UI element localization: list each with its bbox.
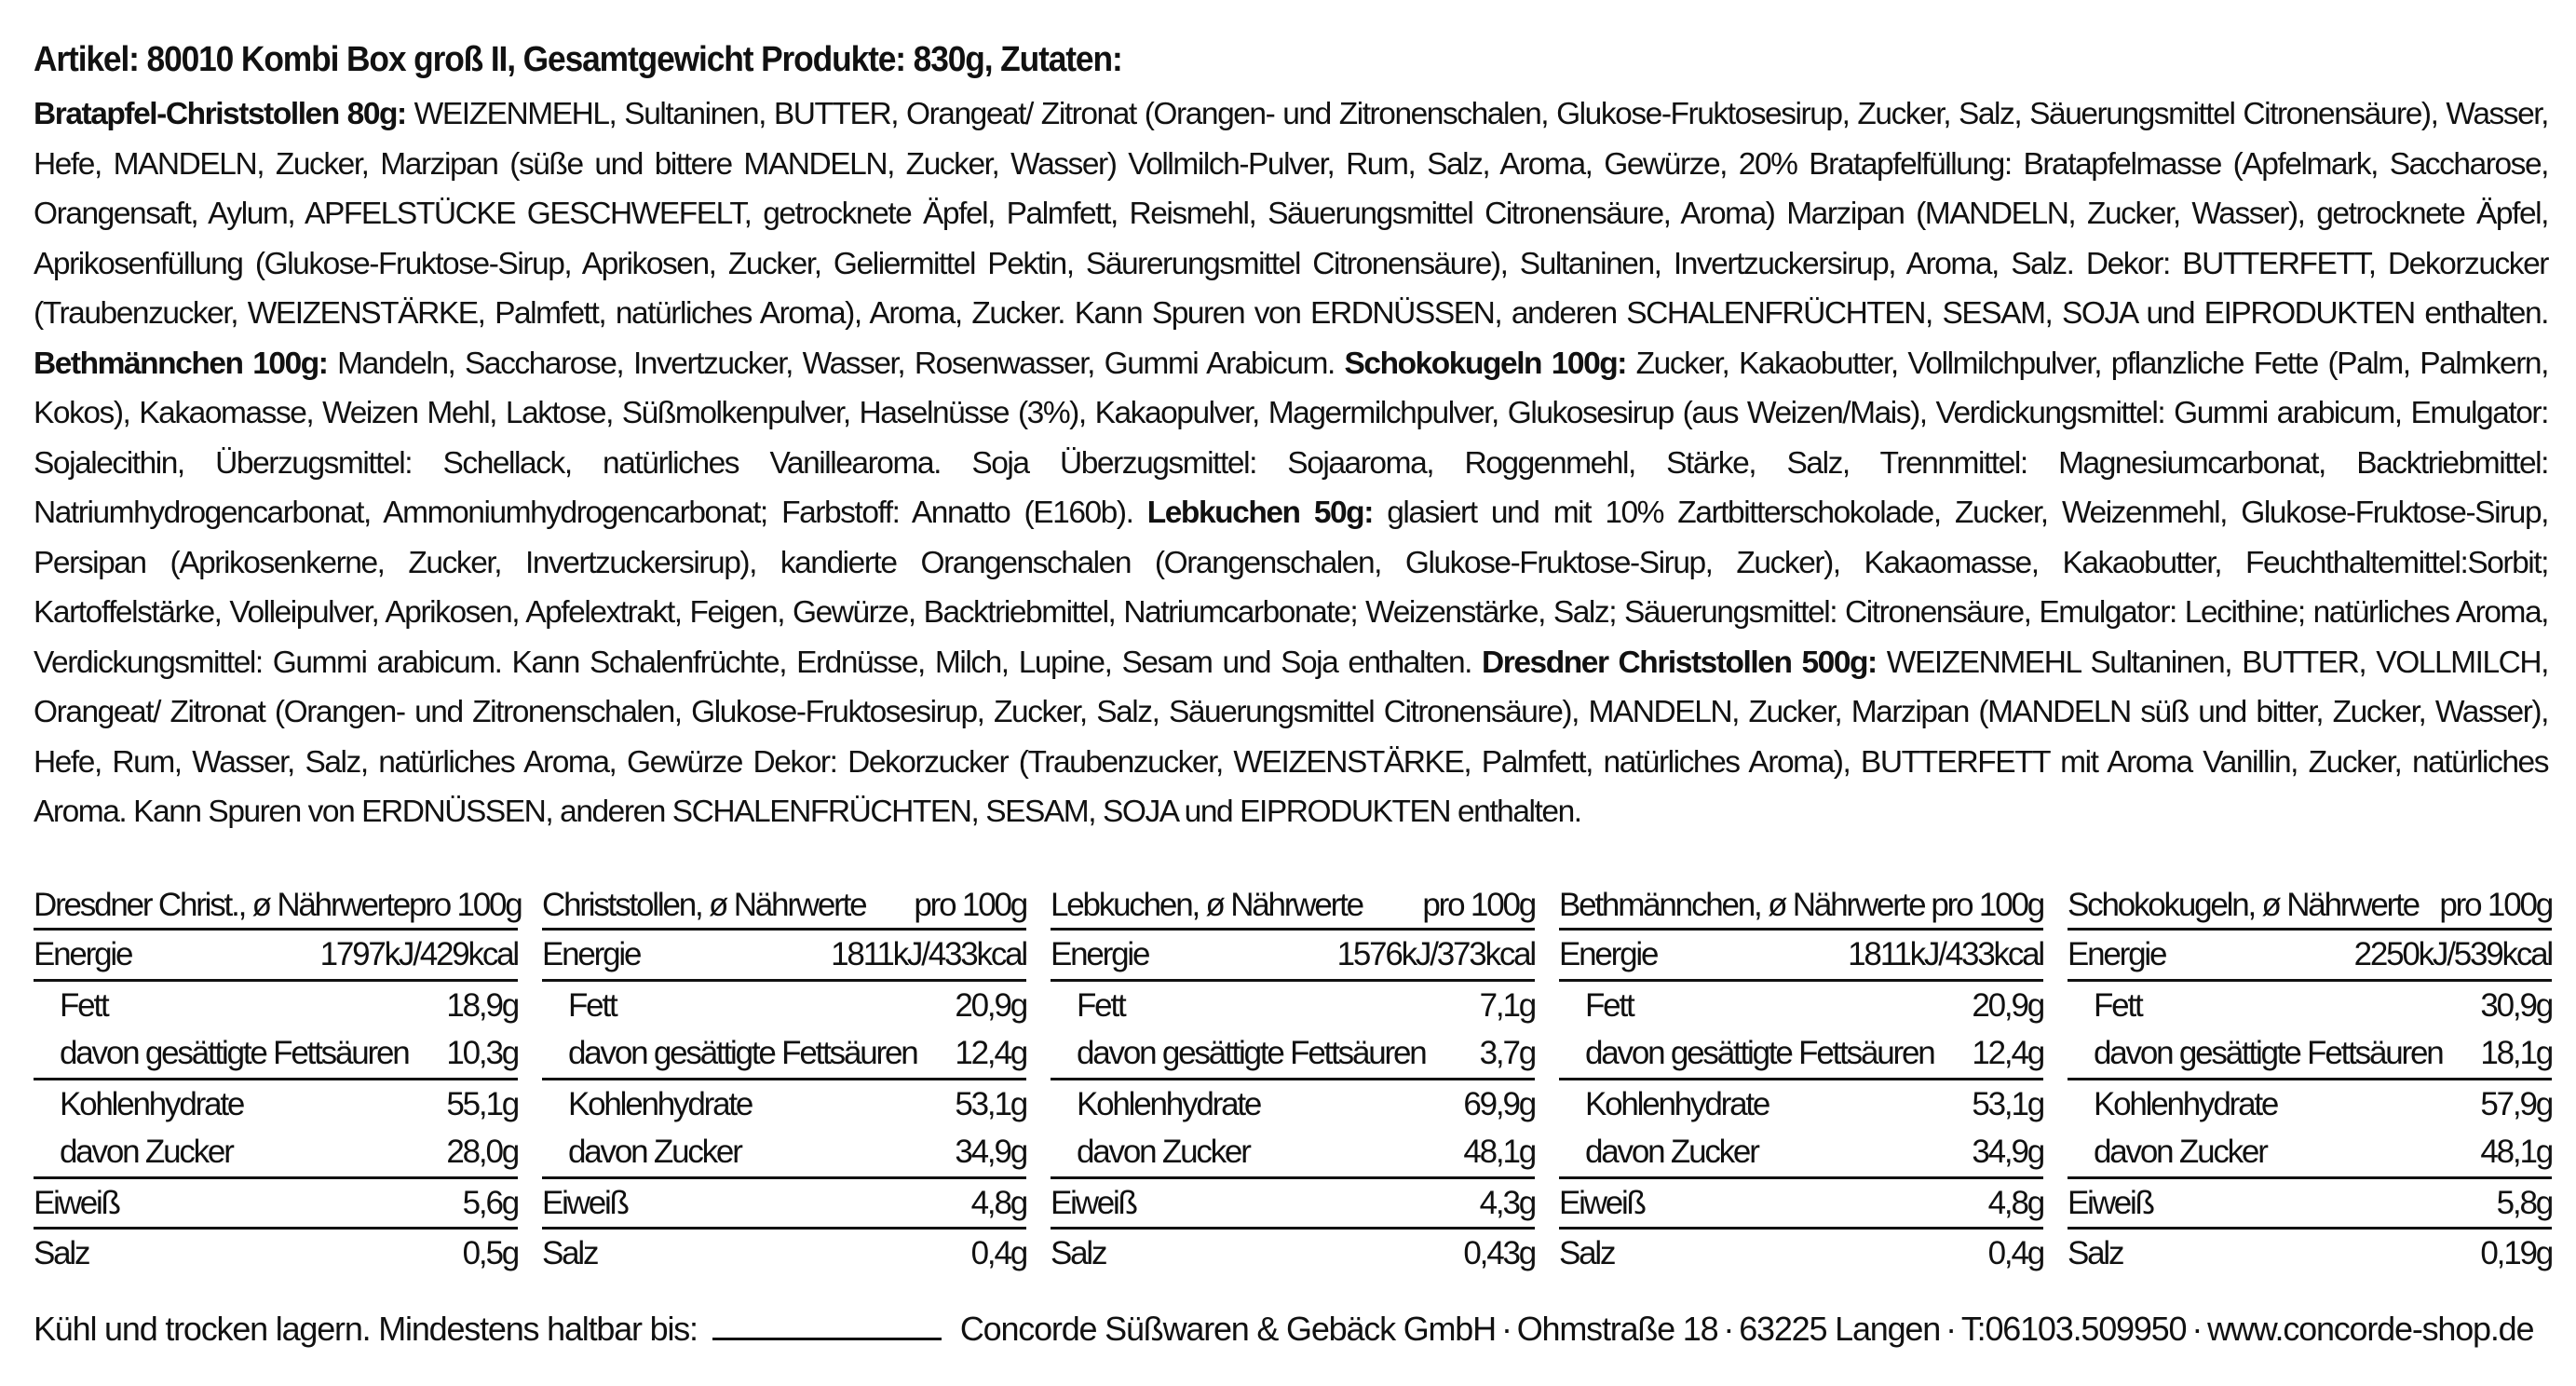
company-name: Concorde Süßwaren & Gebäck GmbH — [959, 1310, 1496, 1348]
nutrition-row — [34, 1029, 518, 1080]
storage-note: Kühl und trocken lagern. Mindestens haltbar bis: — [34, 1310, 698, 1348]
nutrient-value: 2250kJ/539kcal — [2353, 936, 2552, 972]
nutrition-row — [1559, 931, 2043, 982]
nutrient-value: 30,9g — [2480, 986, 2552, 1024]
nutrient-label: Eiweiß — [542, 1184, 628, 1221]
nutrition-row — [1559, 1128, 2043, 1179]
nutrition-header: Bethmännchen, ø Nährwerte — [1559, 887, 1925, 923]
nutrient-value: 34,9g — [1972, 1134, 2043, 1170]
per-100g-label: pro 100g — [1931, 887, 2043, 923]
nutrient-value: 1811kJ/433kcal — [1848, 936, 2043, 972]
nutrient-value: 48,1g — [1463, 1134, 1535, 1170]
nutrition-row — [1559, 1080, 2043, 1129]
nutrient-label: Salz — [1559, 1235, 1615, 1271]
nutrition-row — [1051, 1128, 1535, 1179]
nutrition-row — [34, 982, 518, 1030]
nutrition-row — [542, 1128, 1026, 1179]
nutrition-row — [2068, 1230, 2552, 1278]
per-100g-label: pro 100g — [2439, 887, 2552, 923]
nutrition-row — [1051, 982, 1535, 1030]
nutrition-row — [34, 1080, 518, 1129]
nutrition-row — [1051, 1029, 1535, 1080]
nutrient-label: Fett — [60, 986, 108, 1024]
company-phone: T:06103.509950 — [1960, 1310, 2187, 1348]
nutrient-value: 0,19g — [2480, 1235, 2552, 1271]
footer — [34, 1306, 2548, 1352]
nutrition-header: Lebkuchen, ø Nährwerte — [1051, 887, 1363, 923]
nutrient-label: Eiweiß — [34, 1184, 119, 1221]
nutrient-value: 3,7g — [1479, 1035, 1535, 1071]
nutrient-value: 4,3g — [1479, 1184, 1535, 1221]
nutrition-table — [542, 883, 1026, 1278]
nutrient-value: 34,9g — [955, 1134, 1026, 1170]
nutrient-label: davon gesättigte Fettsäuren — [2094, 1035, 2443, 1071]
nutrition-row — [542, 931, 1026, 982]
nutrition-header-row — [2068, 883, 2552, 931]
nutrient-label: Kohlenhydrate — [2094, 1085, 2278, 1122]
product-name: Dresdner Christstollen 500g: — [1482, 645, 1877, 680]
separator-dot: · — [2191, 1310, 2203, 1348]
nutrient-label: davon gesättigte Fettsäuren — [1585, 1035, 1934, 1071]
nutrient-label: Fett — [1585, 986, 1634, 1024]
best-before-blank — [712, 1306, 942, 1340]
company-street: Ohmstraße 18 — [1516, 1310, 1718, 1348]
nutrient-value: 0,43g — [1463, 1235, 1535, 1271]
nutrient-label: Salz — [542, 1235, 598, 1271]
nutrient-label: Salz — [2068, 1235, 2123, 1271]
nutrition-table — [2068, 883, 2552, 1278]
nutrient-label: davon Zucker — [1077, 1134, 1250, 1170]
nutrient-value: 1576kJ/373kcal — [1336, 936, 1535, 972]
nutrient-value: 12,4g — [955, 1035, 1026, 1071]
nutrient-value: 18,1g — [2480, 1035, 2552, 1071]
nutrition-row — [542, 1029, 1026, 1080]
nutrient-label: Energie — [1559, 936, 1658, 972]
nutrition-row — [34, 1230, 518, 1278]
product-name: Schokokugeln 100g: — [1344, 346, 1626, 381]
nutrient-value: 20,9g — [1972, 986, 2043, 1024]
nutrient-value: 1797kJ/429kcal — [319, 936, 518, 972]
nutrition-row — [1559, 1029, 2043, 1080]
product-name: Bethmännchen 100g: — [34, 346, 328, 381]
nutrient-value: 4,8g — [1987, 1184, 2043, 1221]
nutrition-row — [2068, 1029, 2552, 1080]
nutrient-value: 69,9g — [1463, 1085, 1535, 1122]
nutrition-header-row — [542, 883, 1026, 931]
nutrient-label: Salz — [1051, 1235, 1106, 1271]
nutrition-tables — [34, 883, 2552, 1278]
nutrient-label: davon gesättigte Fettsäuren — [568, 1035, 917, 1071]
nutrition-header-row — [1559, 883, 2043, 931]
nutrition-row — [34, 931, 518, 982]
nutrient-value: 20,9g — [955, 986, 1026, 1024]
nutrient-label: davon Zucker — [1585, 1134, 1758, 1170]
product-label — [34, 37, 2548, 837]
nutrient-label: Energie — [1051, 936, 1149, 972]
article-title: Artikel: 80010 Kombi Box groß II, Gesamtgewicht Produkte: 830g, Zutaten: — [34, 40, 1122, 79]
nutrient-value: 48,1g — [2480, 1134, 2552, 1170]
product-name: Lebkuchen 50g: — [1146, 496, 1373, 530]
nutrition-row — [2068, 1128, 2552, 1179]
nutrition-row — [34, 1128, 518, 1179]
nutrient-label: davon gesättigte Fettsäuren — [1077, 1035, 1426, 1071]
ingredient-list: WEIZENMEHL, Sultaninen, BUTTER, Orangeat/ Zitronat (Orangen- und Zitronenschalen, Glukose-Fruktosesirup, Zucker, Salz, Säuerungsmittel Citronensäure), Wasser, Hefe, MANDELN, Zucker, Marzipan (süße und bittere MANDELN, Zucker, Wasser) Vollmilch-Pulver, Rum, Salz, Aroma, Gewürze, 20% Bratapfelfüllung: Bratapfelmasse (Apfelmark, Saccharose, Orangensaft, Aylum, APFELSTÜCKE GESCHWEFELT, getrocknete Äpfel, Palmfett, Reismehl, Säuerungsmittel Citronensäure, Aroma) Marzipan (MANDELN, Zucker, Wasser), getrocknete Äpfel, Aprikosenfüllung (Glukose-Fruktose-Sirup, Aprikosen, Zucker, Geliermittel Pektin, Säurerungsmittel Citronensäure), Sultaninen, Invertzuckersirup, Aroma, Salz. Dekor: BUTTERFETT, Dekorzucker (Traubenzucker, WEIZENSTÄRKE, Palmfett, natürliches Aroma), Aroma, Zucker. Kann Spuren von ERDNÜSSEN, anderen SCHALENFRÜCHTEN, SESAM, SOJA und EIPRODUKTEN enthalten. — [34, 97, 2549, 331]
nutrient-label: davon Zucker — [568, 1134, 741, 1170]
nutrition-header-row — [34, 883, 522, 931]
company-website: www.concorde-shop.de — [2207, 1310, 2534, 1348]
nutrient-value: 53,1g — [1972, 1085, 2043, 1122]
nutrient-label: Kohlenhydrate — [568, 1085, 752, 1122]
per-100g-label: pro 100g — [409, 887, 522, 923]
nutrition-header: Christstollen, ø Nährwerte — [542, 887, 866, 923]
nutrient-label: Fett — [2094, 986, 2142, 1024]
nutrient-label: Energie — [2068, 936, 2166, 972]
nutrition-row — [542, 1230, 1026, 1278]
nutrient-label: davon gesättigte Fettsäuren — [60, 1035, 409, 1071]
ingredient-list: WEIZENMEHL Sultaninen, BUTTER, VOLLMILCH, Orangeat/ Zitronat (Orangen- und Zitronenschalen, Glukose-Fruktosesirup, Zucker, Salz, Säuerungsmittel Citronensäure), MANDELN, Zucker, Marzipan (MANDELN süß und bitter, Zucker, Wasser), Hefe, Rum, Wasser, Salz, natürliches Aroma, Gewürze Dekor: Dekorzucker (Traubenzucker, WEIZENSTÄRKE, Palmfett, natürliches Aroma), BUTTERFETT mit Aroma Vanillin, Zucker, natürliches Aroma. Kann Spuren von ERDNÜSSEN, anderen SCHALENFRÜCHTEN, SESAM, SOJA und EIPRODUKTEN enthalten. — [34, 645, 2548, 829]
ingredient-list: glasiert und mit 10% Zartbitterschokolade, Zucker, Weizenmehl, Glukose-Fruktose-Sirup, Persipan (Aprikosenkerne, Zucker, Invertzuckersirup), kandierte Orangenschalen (Orangenschalen, Glukose-Fruktose-Sirup, Zucker), Kakaomasse, Kakaobutter, Feuchthaltemittel:Sorbit; Kartoffelstärke, Volleipulver, Aprikosen, Apfelextrakt, Feigen, Gewürze, Backtriebmittel, Natriumcarbonate; Weizenstärke, Salz; Säuerungsmittel: Citronensäure, Emulgator: Lecithine; natürliches Aroma, Verdickungsmittel: Gummi arabicum. Kann Schalenfrüchte, Erdnüsse, Milch, Lupine, Sesam und Soja enthalten. — [34, 496, 2548, 680]
nutrient-label: Fett — [1077, 986, 1125, 1024]
nutrient-label: Energie — [542, 936, 641, 972]
nutrient-label: Kohlenhydrate — [1585, 1085, 1769, 1122]
nutrient-label: Salz — [34, 1235, 89, 1271]
nutrition-row — [34, 1179, 518, 1230]
nutrient-label: Fett — [568, 986, 617, 1024]
separator-dot: · — [1723, 1310, 1734, 1348]
nutrient-label: Eiweiß — [1559, 1184, 1645, 1221]
nutrition-row — [542, 982, 1026, 1030]
nutrient-value: 1811kJ/433kcal — [831, 936, 1026, 972]
nutrient-value: 0,4g — [970, 1235, 1026, 1271]
separator-dot: · — [1500, 1310, 1512, 1348]
nutrition-row — [1051, 1080, 1535, 1129]
nutrient-label: davon Zucker — [60, 1134, 233, 1170]
nutrient-label: Eiweiß — [1051, 1184, 1136, 1221]
nutrient-label: davon Zucker — [2094, 1134, 2267, 1170]
nutrition-row — [542, 1080, 1026, 1129]
nutrition-row — [2068, 982, 2552, 1030]
nutrition-row — [542, 1179, 1026, 1230]
nutrition-header-row — [1051, 883, 1535, 931]
per-100g-label: pro 100g — [914, 887, 1026, 923]
nutrient-label: Energie — [34, 936, 132, 972]
nutrition-row — [1559, 982, 2043, 1030]
ingredient-list: Mandeln, Saccharose, Invertzucker, Wasser, Rosenwasser, Gummi Arabicum. — [327, 346, 1345, 381]
nutrition-row — [2068, 931, 2552, 982]
nutrition-row — [1051, 1230, 1535, 1278]
nutrition-row — [1559, 1179, 2043, 1230]
nutrient-value: 5,6g — [462, 1184, 518, 1221]
ingredients-block — [34, 89, 2548, 837]
nutrient-label: Kohlenhydrate — [60, 1085, 244, 1122]
nutrient-value: 53,1g — [955, 1085, 1026, 1122]
nutrient-value: 28,0g — [446, 1134, 518, 1170]
nutrient-label: Eiweiß — [2068, 1184, 2153, 1221]
nutrition-row — [2068, 1179, 2552, 1230]
nutrient-value: 4,8g — [970, 1184, 1026, 1221]
nutrient-label: Kohlenhydrate — [1077, 1085, 1261, 1122]
nutrition-header: Schokokugeln, ø Nährwerte — [2068, 887, 2419, 923]
nutrition-table — [1051, 883, 1535, 1278]
nutrient-value: 0,5g — [462, 1235, 518, 1271]
nutrition-row — [1051, 931, 1535, 982]
nutrition-row — [1051, 1179, 1535, 1230]
nutrient-value: 18,9g — [446, 986, 518, 1024]
ingredient-list: Zucker, Kakaobutter, Vollmilchpulver, pflanzliche Fette (Palm, Palmkern, Kokos), Kakaomasse, Weizen Mehl, Laktose, Süßmolkenpulver, Haselnüsse (3%), Kakaopulver, Magermilchpulver, Glukosesirup (aus Weizen/Mais), Verdickungsmittel: Gummi arabicum, Emulgator: Sojalecithin, Überzugsmittel: Schellack, natürliches Vanillearoma. Soja Überzugsmittel: Sojaaroma, Roggenmehl, Stärke, Salz, Trennmittel: Magnesiumcarbonat, Backtriebmittel: Natriumhydrogencarbonat, Ammoniumhydrogencarbonat; Farbstoff: Annatto (E160b). — [34, 346, 2548, 530]
nutrition-row — [2068, 1080, 2552, 1129]
nutrient-value: 12,4g — [1972, 1035, 2043, 1071]
nutrition-table — [1559, 883, 2043, 1278]
nutrition-row — [1559, 1230, 2043, 1278]
nutrition-header: Dresdner Christ., ø Nährwerte — [34, 887, 409, 923]
nutrient-value: 0,4g — [1987, 1235, 2043, 1271]
nutrient-value: 55,1g — [446, 1085, 518, 1122]
nutrient-value: 7,1g — [1479, 986, 1535, 1024]
nutrient-value: 5,8g — [2496, 1184, 2552, 1221]
per-100g-label: pro 100g — [1422, 887, 1535, 923]
product-name: Bratapfel-Christstollen 80g: — [34, 97, 406, 131]
company-city: 63225 Langen — [1739, 1310, 1941, 1348]
separator-dot: · — [1946, 1310, 1956, 1348]
nutrient-value: 57,9g — [2480, 1085, 2552, 1122]
nutrient-value: 10,3g — [446, 1035, 518, 1071]
nutrition-table — [34, 883, 522, 1278]
